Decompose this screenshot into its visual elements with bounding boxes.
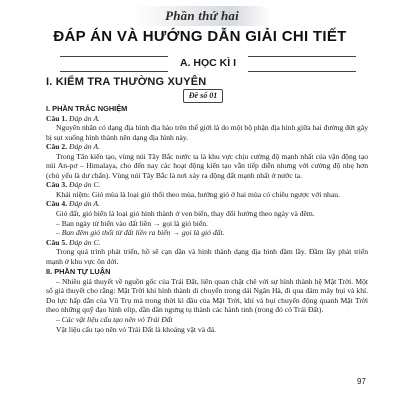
question-5-header [46, 238, 368, 248]
question-3-text: Khái niệm: Gió mùa là loại gió thổi theo mùa, hướng gió ở hai mùa có chiều ngược với nhau. [56, 189, 340, 199]
question-label: Câu 5. [46, 237, 68, 247]
semester-rule [60, 56, 356, 72]
question-label: Câu 4. [46, 199, 68, 209]
question-1-header [46, 114, 368, 124]
question-5-text: Trong quá trình phát triển, hồ sẽ cạn dần và hình thành dạng địa hình đầm lầy. Đầm lầy phát triển mạnh ở khu vực ôn đới. [46, 247, 368, 266]
section-heading: I. KIỂM TRA THƯỜNG XUYÊN [46, 76, 207, 88]
page-number: 97 [357, 377, 366, 386]
question-label: Câu 3. [46, 180, 68, 190]
answer-key: Đáp án A. [69, 142, 100, 152]
question-4-bullet: – Ban ngày từ biển vào đất liền → gọi là gió biển. [56, 218, 208, 228]
essay-paragraph: – Nhiều giả thuyết về nguồn gốc của Trái Đất, liên quan chặt chẽ với sự hình thành hệ Mặt Trời. Một số giả thuyết cho rằng: Mặt Trời khi hình thành di chuyển trong dải Ngân Hà, đi qua đám mây bụi và khí. Do lực hấp dẫn của Vũ Trụ mà trong thời kì đầu của Mặt Trời, khí và bụi chuyển động quanh Mặt Trời theo những quỹ đạo hình elip, dần dần ngưng tụ thành các hành tinh (trong đó có Trái Đất). [46, 276, 368, 315]
part-label: Phần thứ hai [165, 8, 239, 23]
answer-content [46, 103, 368, 334]
multiple-choice-heading: I. PHẦN TRẮC NGHIỆM [46, 104, 128, 113]
answer-key: Đáp án C. [69, 180, 101, 190]
essay-subheading: – Các vật liệu cấu tạo nên vỏ Trái Đất [56, 315, 173, 325]
essay-heading: II. PHẦN TỰ LUẬN [46, 267, 111, 277]
question-label: Câu 2. [46, 142, 68, 152]
answer-key: Đáp án A. [69, 199, 100, 209]
question-label: Câu 1. [46, 113, 68, 123]
part-banner [132, 6, 272, 26]
question-2-text: Trong Tân kiến tạo, vùng núi Tây Bắc nước ta là khu vực chịu cường độ mạnh nhất của vận động tạo núi An-pơ – Himalaya, cho đến nay các hoạt động kiến tạo vẫn tiếp diễn nhưng với cường độ nhẹ hơn (chủ yếu là dư chấn). Vùng núi Tây Bắc là nơi xảy ra động đất mạnh nhất ở nước ta. [46, 151, 368, 180]
question-3-header [46, 180, 368, 190]
semester-heading: A. HỌC KÌ I [168, 54, 248, 72]
question-1-text: Nguyên nhân có dạng địa hình địa hào trên thế giới là do một bộ phận địa hình giữa hai đường đứt gãy bị sụt xuống hình thành nên dạng địa hình này. [46, 123, 368, 142]
main-title: ĐÁP ÁN VÀ HƯỚNG DẪN GIẢI CHI TIẾT [53, 28, 347, 45]
essay-paragraph: Vật liệu cấu tạo nên vỏ Trái Đất là khoáng vật và đá. [56, 324, 217, 334]
question-4-header [46, 199, 368, 209]
question-4-text: Gió đất, gió biển là loại gió hình thành ở ven biển, thay đổi hướng theo ngày và đêm. [56, 209, 315, 219]
exam-badge: Đề số 01 [183, 89, 223, 103]
question-4-bullet: – Ban đêm gió thổi từ đất liền ra biển → gọi là gió đất. [56, 228, 225, 238]
answer-key: Đáp án C. [69, 237, 101, 247]
question-2-header [46, 142, 368, 152]
answer-key: Đáp án A. [69, 113, 100, 123]
